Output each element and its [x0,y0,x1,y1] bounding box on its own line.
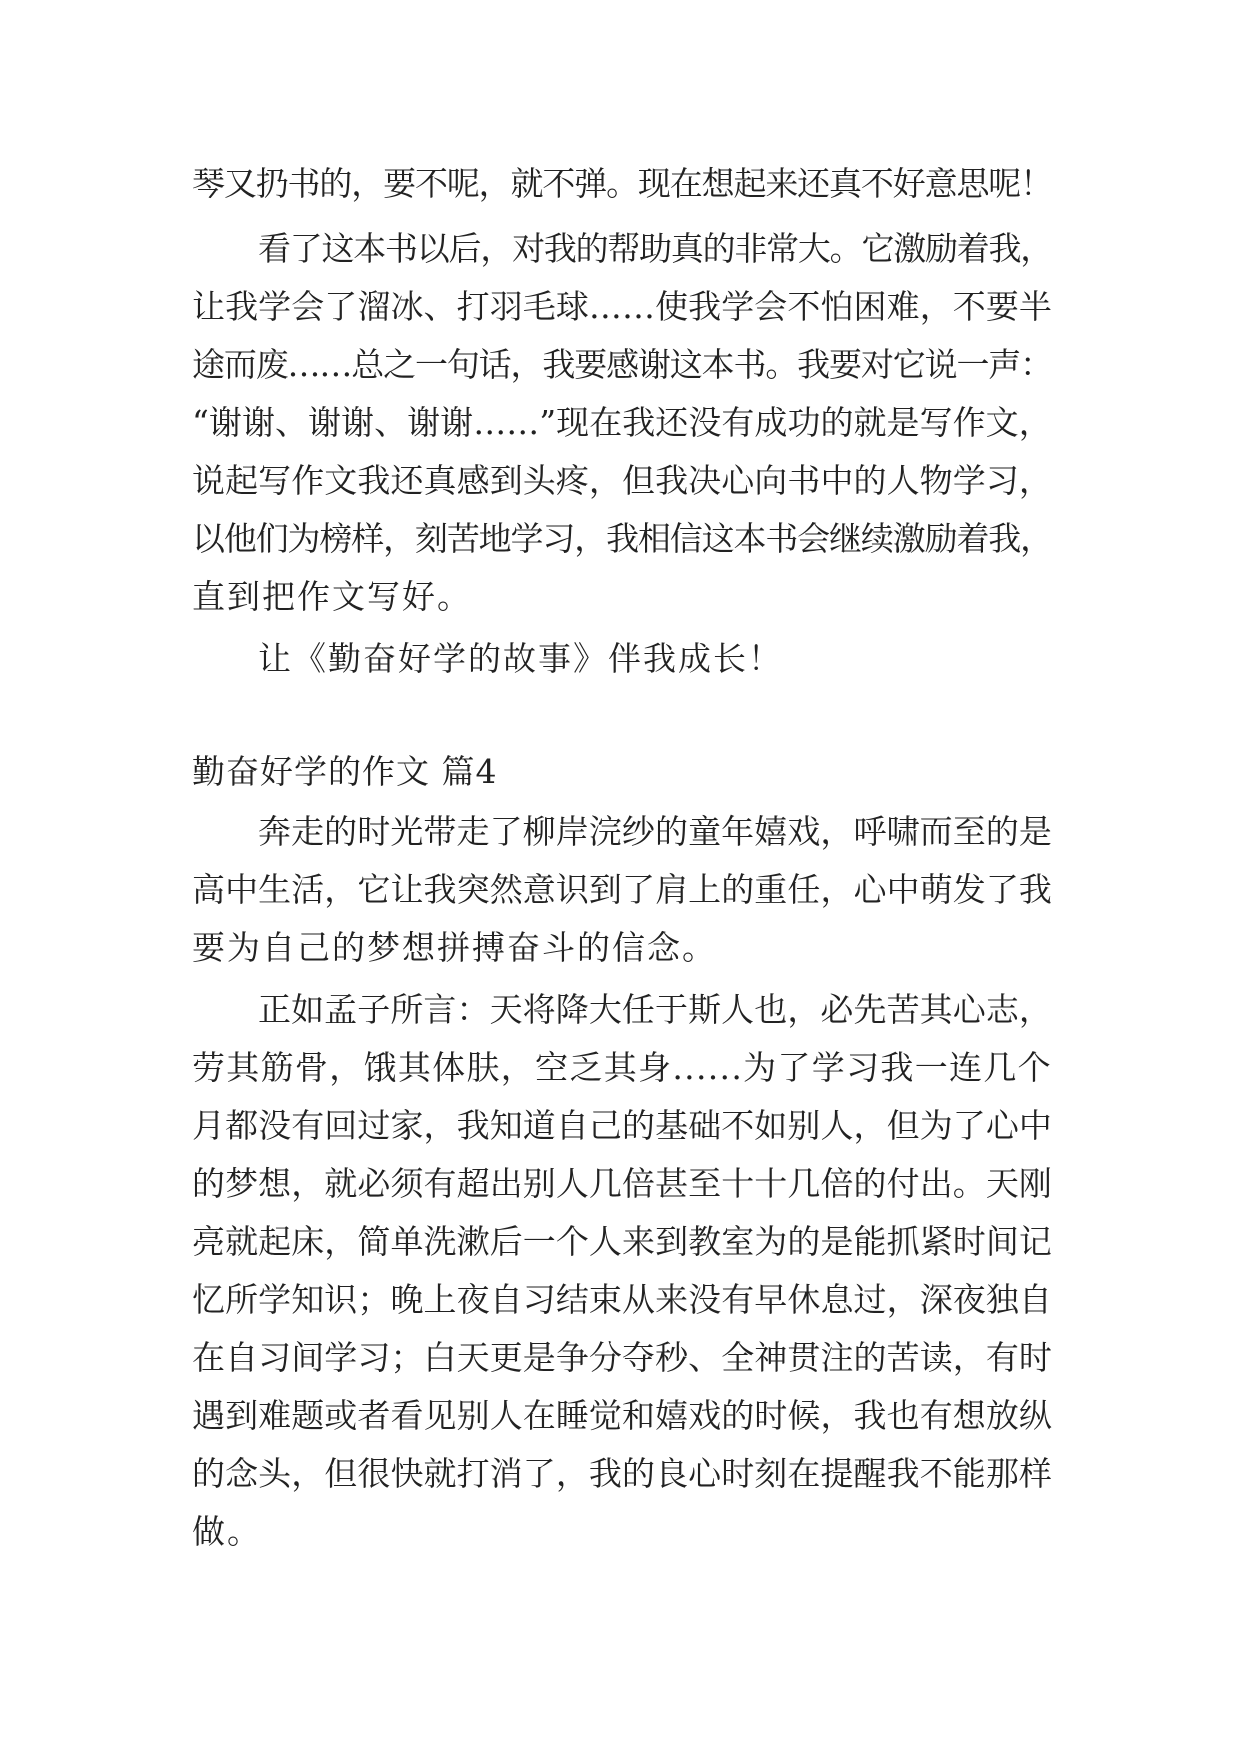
paragraph-line: 的念头，但很快就打消了，我的良心时刻在提醒我不能那样 [192,1454,1052,1493]
paragraph-line: 在自习间学习；白天更是争分夺秒、全神贯注的苦读，有时 [192,1338,1052,1377]
paragraph-line: 亮就起床，简单洗漱后一个人来到教室为的是能抓紧时间记 [192,1222,1052,1261]
paragraph-line: 途而废……总之一句话，我要感谢这本书。我要对它说一声： [192,345,1052,384]
paragraph-line: 奔走的时光带走了柳岸浣纱的童年嬉戏，呼啸而至的是 [258,812,1052,851]
paragraph-line: “谢谢、谢谢、谢谢……”现在我还没有成功的就是写作文， [192,403,1052,442]
paragraph-line: 正如孟子所言：天将降大任于斯人也，必先苦其心志， [258,990,1052,1029]
paragraph-line: 月都没有回过家，我知道自己的基础不如别人，但为了心中 [192,1106,1052,1145]
paragraph-line: 让我学会了溜冰、打羽毛球……使我学会不怕困难，不要半 [192,287,1052,326]
paragraph-line: 做。 [192,1512,262,1551]
paragraph-line: 说起写作文我还真感到头疼，但我决心向书中的人物学习， [192,461,1052,500]
paragraph-line: 的梦想，就必须有超出别人几倍甚至十十几倍的付出。天刚 [192,1164,1052,1203]
paragraph-line: 直到把作文写好。 [192,577,472,616]
section-heading: 勤奋好学的作文 篇4 [192,752,498,791]
paragraph-line: 看了这本书以后，对我的帮助真的非常大。它激励着我， [258,229,1053,268]
paragraph-line: 琴又扔书的，要不呢，就不弹。现在想起来还真不好意思呢！ [192,164,1052,203]
paragraph-line: 高中生活，它让我突然意识到了肩上的重任，心中萌发了我 [192,870,1052,909]
paragraph-line: 以他们为榜样，刻苦地学习，我相信这本书会继续激励着我， [192,519,1052,558]
paragraph-line: 忆所学知识；晚上夜自习结束从来没有早休息过，深夜独自 [192,1280,1052,1319]
paragraph-line: 要为自己的梦想拼搏奋斗的信念。 [192,928,717,967]
paragraph-line: 让《勤奋好学的故事》伴我成长！ [258,639,783,678]
paragraph-line: 劳其筋骨，饿其体肤，空乏其身......为了学习我一连几个 [192,1048,1052,1087]
paragraph-line: 遇到难题或者看见别人在睡觉和嬉戏的时候，我也有想放纵 [192,1396,1052,1435]
